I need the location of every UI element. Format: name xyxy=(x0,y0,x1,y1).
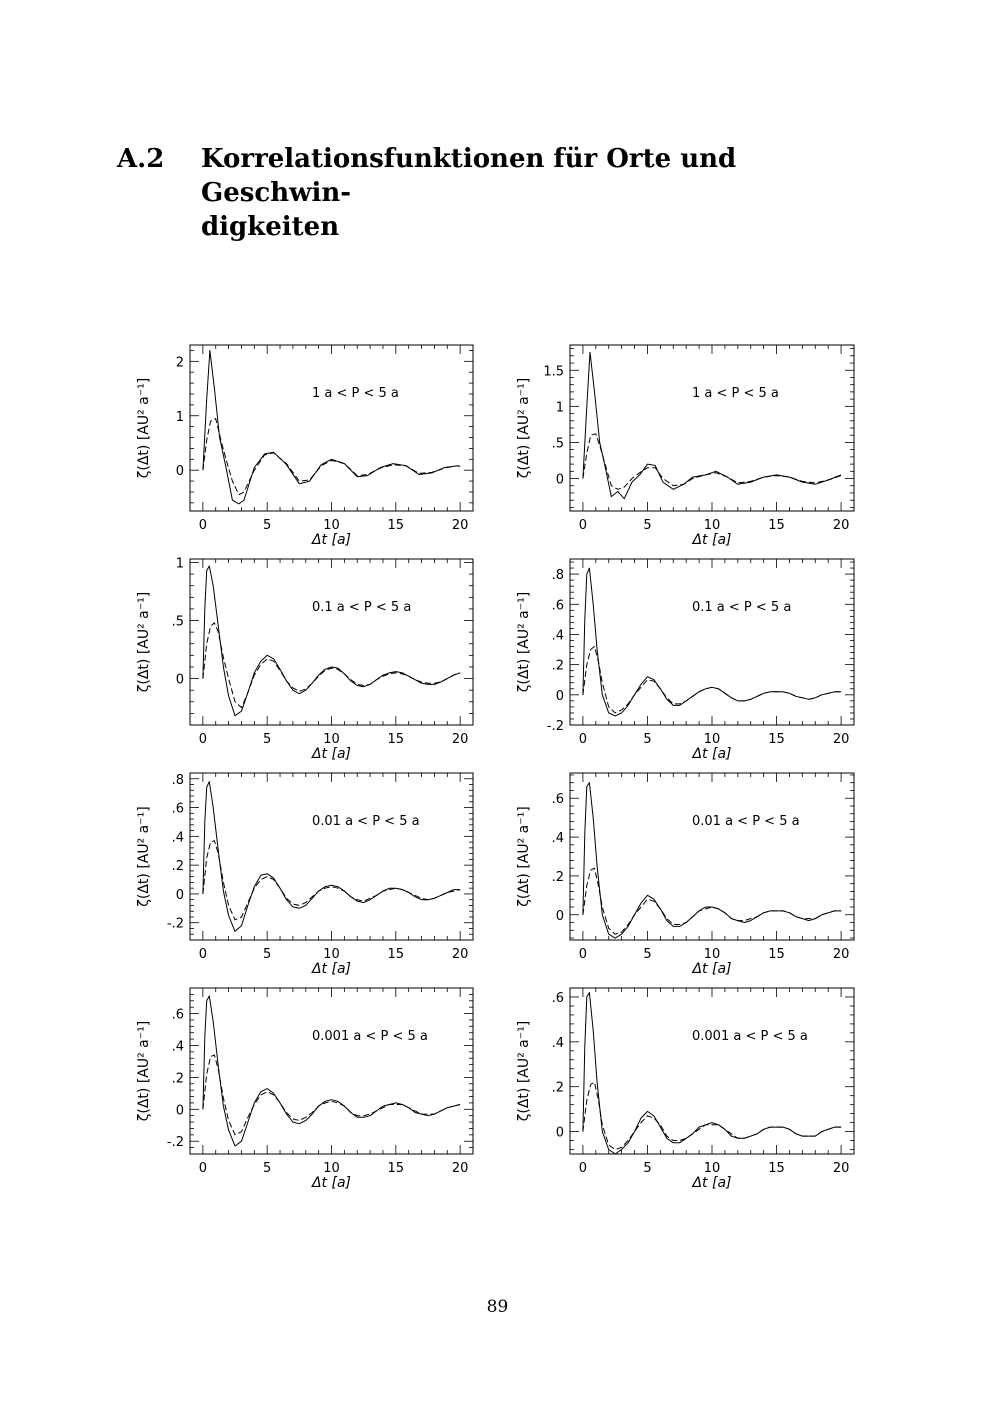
plot-frame xyxy=(190,559,473,725)
x-axis-label: Δt [a] xyxy=(311,746,352,762)
x-tick-label: 0 xyxy=(198,947,208,962)
x-tick-label: 20 xyxy=(451,947,469,962)
x-tick-label: 5 xyxy=(643,1161,652,1176)
y-tick-label: .8 xyxy=(551,568,564,584)
panel-annotation: 0.01 a < P < 5 a xyxy=(692,814,800,829)
y-tick-label: .6 xyxy=(551,792,564,808)
x-tick-label: 15 xyxy=(387,947,405,962)
series-solid-line xyxy=(583,783,841,938)
y-axis-label: ζ(Δt) [AU² a⁻¹] xyxy=(136,1020,152,1122)
y-tick-label: -.2 xyxy=(166,1135,184,1151)
panel-annotation: 0.001 a < P < 5 a xyxy=(312,1029,428,1044)
x-tick-label: 20 xyxy=(832,1161,850,1176)
page-number: 89 xyxy=(486,1297,509,1317)
panel-annotation: 1 a < P < 5 a xyxy=(692,386,779,401)
x-tick-label: 5 xyxy=(643,947,652,962)
plot-frame xyxy=(190,988,473,1154)
y-tick-label: .4 xyxy=(551,831,564,847)
x-tick-label: 0 xyxy=(578,1161,588,1176)
series-dashed-line xyxy=(583,1082,841,1149)
x-tick-label: 10 xyxy=(703,947,721,962)
x-axis-label: Δt [a] xyxy=(311,1175,352,1191)
panel-annotation: 1 a < P < 5 a xyxy=(312,386,399,401)
x-tick-label: 20 xyxy=(451,1161,469,1176)
chart-panel-6 xyxy=(516,773,854,977)
y-tick-label: 0 xyxy=(175,1103,184,1119)
panel-annotation: 0.1 a < P < 5 a xyxy=(312,600,412,615)
x-tick-label: 0 xyxy=(198,518,208,533)
x-tick-label: 0 xyxy=(578,947,588,962)
series-dashed-line xyxy=(203,1055,460,1135)
y-tick-label: 1 xyxy=(175,556,184,572)
x-tick-label: 0 xyxy=(578,518,588,533)
y-tick-label: 0 xyxy=(175,464,184,480)
x-tick-label: 10 xyxy=(323,518,340,533)
x-tick-label: 20 xyxy=(451,732,469,747)
plot-frame xyxy=(570,559,854,725)
y-tick-label: .6 xyxy=(551,990,564,1006)
series-dashed-line xyxy=(203,419,460,495)
y-tick-label: .4 xyxy=(551,1035,564,1051)
y-tick-label: 1 xyxy=(555,400,564,416)
y-tick-label: .2 xyxy=(551,658,564,674)
y-tick-label: .6 xyxy=(171,801,184,817)
x-tick-label: 20 xyxy=(832,947,850,962)
y-tick-label: 2 xyxy=(175,355,184,371)
y-tick-label: 0 xyxy=(555,472,564,488)
x-axis-label: Δt [a] xyxy=(311,961,352,977)
x-tick-label: 0 xyxy=(198,732,208,747)
x-axis-label: Δt [a] xyxy=(692,1175,732,1191)
x-tick-label: 15 xyxy=(768,947,785,962)
x-tick-label: 15 xyxy=(768,732,785,747)
series-solid-line xyxy=(583,568,841,716)
x-tick-label: 10 xyxy=(703,518,721,533)
x-tick-label: 20 xyxy=(832,518,850,533)
x-tick-label: 5 xyxy=(643,518,652,533)
series-solid-line xyxy=(203,996,460,1146)
y-tick-label: .8 xyxy=(171,772,184,788)
chart-panel-2 xyxy=(516,345,854,548)
x-axis-label: Δt [a] xyxy=(692,532,732,548)
plot-frame xyxy=(190,345,473,511)
y-tick-label: -.2 xyxy=(166,916,184,932)
y-tick-label: 0 xyxy=(555,688,564,704)
panel-annotation: 0.1 a < P < 5 a xyxy=(692,600,792,615)
x-tick-label: 5 xyxy=(263,947,272,962)
series-solid-line xyxy=(203,566,460,716)
y-tick-label: .2 xyxy=(171,1071,184,1087)
x-tick-label: 5 xyxy=(263,1161,272,1176)
series-dashed-line xyxy=(203,841,460,920)
x-tick-label: 10 xyxy=(703,732,721,747)
series-solid-line xyxy=(203,782,460,932)
y-tick-label: .4 xyxy=(551,628,564,644)
y-tick-label: .5 xyxy=(171,614,184,630)
series-solid-line xyxy=(583,352,841,499)
chart-panel-5 xyxy=(136,773,473,977)
y-axis-label: ζ(Δt) [AU² a⁻¹] xyxy=(136,591,152,693)
section-title-line-2: digkeiten xyxy=(201,212,340,242)
series-dashed-line xyxy=(583,434,841,490)
y-tick-label: 1.5 xyxy=(543,364,564,380)
x-axis-label: Δt [a] xyxy=(692,746,732,762)
chart-panel-4 xyxy=(516,559,854,762)
series-dashed-line xyxy=(583,647,841,713)
panel-annotation: 0.001 a < P < 5 a xyxy=(692,1029,808,1044)
x-tick-label: 5 xyxy=(263,732,272,747)
y-axis-label: ζ(Δt) [AU² a⁻¹] xyxy=(516,806,532,907)
y-axis-label: ζ(Δt) [AU² a⁻¹] xyxy=(516,1020,532,1122)
section-title-line-1: Korrelationsfunktionen für Orte und Geschwin- xyxy=(201,144,737,208)
y-tick-label: .2 xyxy=(171,859,184,875)
x-axis-label: Δt [a] xyxy=(692,961,732,977)
x-tick-label: 15 xyxy=(387,518,405,533)
chart-panel-1 xyxy=(136,345,473,548)
x-tick-label: 15 xyxy=(768,518,785,533)
panel-annotation: 0.01 a < P < 5 a xyxy=(312,814,420,829)
x-tick-label: 20 xyxy=(832,732,850,747)
plot-frame xyxy=(570,773,854,940)
y-tick-label: .5 xyxy=(551,436,564,452)
y-tick-label: .4 xyxy=(171,1039,184,1055)
x-tick-label: 0 xyxy=(198,1161,208,1176)
y-tick-label: .6 xyxy=(551,598,564,614)
x-tick-label: 5 xyxy=(643,732,652,747)
chart-panel-8 xyxy=(516,988,854,1191)
y-tick-label: 0 xyxy=(555,908,564,924)
chart-panel-7 xyxy=(136,988,473,1191)
x-tick-label: 5 xyxy=(263,518,272,533)
x-tick-label: 15 xyxy=(768,1161,785,1176)
x-tick-label: 10 xyxy=(323,947,340,962)
y-axis-label: ζ(Δt) [AU² a⁻¹] xyxy=(136,377,152,479)
section-number: A.2 xyxy=(117,144,165,174)
x-tick-label: 20 xyxy=(451,518,469,533)
series-solid-line xyxy=(583,993,841,1155)
x-tick-label: 10 xyxy=(703,1161,721,1176)
x-tick-label: 0 xyxy=(578,732,588,747)
x-tick-label: 15 xyxy=(387,1161,405,1176)
y-tick-label: 0 xyxy=(175,672,184,688)
y-tick-label: 0 xyxy=(175,887,184,903)
x-tick-label: 15 xyxy=(387,732,405,747)
y-tick-label: .2 xyxy=(551,1080,564,1096)
series-dashed-line xyxy=(583,868,841,934)
y-tick-label: .6 xyxy=(171,1007,184,1023)
x-tick-label: 10 xyxy=(323,1161,340,1176)
y-tick-label: 0 xyxy=(555,1125,564,1141)
y-axis-label: ζ(Δt) [AU² a⁻¹] xyxy=(516,377,532,479)
y-axis-label: ζ(Δt) [AU² a⁻¹] xyxy=(516,591,532,693)
y-tick-label: 1 xyxy=(175,409,184,425)
series-solid-line xyxy=(203,350,460,504)
y-axis-label: ζ(Δt) [AU² a⁻¹] xyxy=(136,806,152,907)
chart-panel-3 xyxy=(136,556,473,762)
plot-frame xyxy=(190,773,473,940)
series-dashed-line xyxy=(203,623,460,708)
x-axis-label: Δt [a] xyxy=(311,532,352,548)
y-tick-label: -.2 xyxy=(546,719,564,734)
y-tick-label: .4 xyxy=(171,830,184,846)
plot-frame xyxy=(570,988,854,1154)
x-tick-label: 10 xyxy=(323,732,340,747)
y-tick-label: .2 xyxy=(551,869,564,885)
